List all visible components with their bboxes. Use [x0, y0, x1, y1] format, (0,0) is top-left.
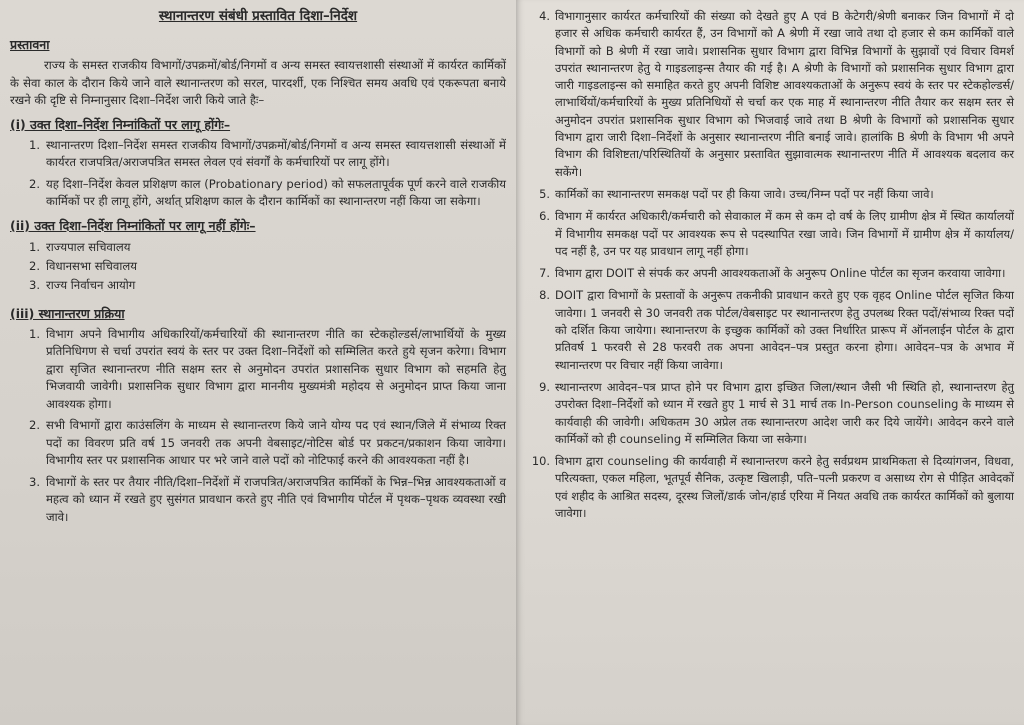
item-number: 1.: [28, 326, 40, 341]
list-item: [526, 265, 1014, 282]
item-text: विभागों के स्तर पर तैयार नीति/दिशा–निर्देशों में राजपत्रित/अराजपत्रित कार्मिकों के भिन्न–भिन्न आवश्यकताओं व महत्व को ध्यान में रखते हुए सुसंगत प्रावधान करते हुए नीति एवं विभागीय पोर्टल में पृथक–पृथक व्यवस्था रखी जावे।: [46, 474, 506, 524]
item-text: राज्य निर्वाचन आयोग: [46, 277, 136, 292]
list-item: [526, 453, 1014, 522]
document-title: स्थानान्तरण संबंधी प्रस्तावित दिशा–निर्देश: [158, 8, 358, 24]
list-item: [10, 276, 506, 295]
item-text: DOIT द्वारा विभागों के प्रस्तावों के अनुरूप तकनीकी प्रावधान करते हुए एक वृहद Online पोर्टल सृजित किया जावेगा। 1 जनवरी से 30 जनवरी तक पोर्टल/वेबसाइट पर स्थानान्तरण हेतु उपलब्ध रिक्त पदों/संभाव्य रिक्त पदों को दर्शित किया जायेगा। स्थानान्तरण के इच्छुक कार्मिकों को उक्त निर्धारित प्रारूप में ऑनलाईन पोर्टल के द्वारा प्रतिवर्ष 1 फरवरी से 28 फरवरी तक अपना आवेदन–पत्र प्रस्तुत करना होगा। आवेदन–पत्र के अभाव में स्थानान्तरण पर विचार नहीं किया जावेगा।: [555, 288, 1014, 372]
item-text: विभाग द्वारा DOIT से संपर्क कर अपनी आवश्यकताओं के अनुरूप Online पोर्टल का सृजन करवाया जावेगा।: [555, 266, 1006, 281]
list-item: [10, 326, 506, 414]
item-number: 3.: [28, 277, 40, 292]
section-2-list: [10, 238, 506, 295]
item-number: 2.: [28, 176, 40, 191]
preamble-heading: प्रस्तावना: [10, 37, 50, 52]
section-3-list: [10, 326, 506, 527]
list-item: [10, 176, 506, 211]
item-number: 2.: [28, 258, 40, 273]
item-number: 8.: [539, 288, 550, 303]
item-text: यह दिशा–निर्देश केवल प्रशिक्षण काल (Probationary period) को सफलतापूर्वक पूर्ण करने वाले राजकीय कार्मिकों पर ही लागू होंगे, अर्थात् प्रशिक्षण काल के दौरान कार्मिकों का स्थानान्तरण नहीं किया जा सकेगा।: [46, 176, 506, 208]
right-page: [516, 0, 1024, 725]
list-item: [10, 257, 506, 276]
item-text: विधानसभा सचिवालय: [46, 258, 137, 273]
item-number: 3.: [28, 474, 40, 489]
item-number: 6.: [539, 209, 550, 224]
section-2-heading: (ii) उक्त दिशा–निर्देश निम्नांकितों पर लागू नहीं होंगेः–: [10, 217, 256, 233]
list-item: [10, 474, 506, 527]
item-text: विभागानुसार कार्यरत कर्मचारियों की संख्या को देखते हुए A एवं B केटेगरी/श्रेणी बनाकर जिन विभागों में दो हजार से अधिक कर्मचारी कार्यरत हैं, उन विभागों को A श्रेणी में रखा जावे तथा दो हजार से कम कार्मिकों वाले विभागों को B श्रेणी में रखा जावे। प्रशासनिक सुधार विभाग द्वारा विभिन्न विभागों के सुझावों एवं विचार विमर्श उपरांत स्थानान्तरण हेतु ये गाइडलाइन्स तैयार की गई है। A श्रेणी के विभागों को प्रशासनिक सुधार विभाग द्वारा जारी गाइडलाइन्स को समाहित करते हुए अपनी विशिष्ट आवश्यकताओं के अनुरूप स्वयं के स्तर पर स्टेकहोल्डर्स/लाभार्थियों/कर्मचारियों के मुख्य प्रतिनिधियों से चर्चा कर एक माह में स्थानान्तरण नीति तैयार कर सक्षम स्तर से अनुमोदन उपरांत प्रशासनिक सुधार विभाग को भिजवाई जावे तथा B श्रेणी के विभागों को प्रशासनिक सुधार विभाग द्वारा जारी दिशा–निर्देशों के अनुसार स्थानान्तरण नीति बनाई जावे। हालांकि B श्रेणी के विभाग भी अपने विभाग की विशिष्टता/परिस्थितियों के अनुसार प्रस्तावित सुझावात्मक स्थानान्तरण नीति में आवश्यक बदलाव कर सकेंगे।: [555, 9, 1014, 179]
item-number: 5.: [539, 186, 550, 201]
item-number: 7.: [539, 266, 550, 281]
item-text: विभाग में कार्यरत अधिकारी/कर्मचारी को सेवाकाल में कम से कम दो वर्ष के लिए ग्रामीण क्षेत्र में स्थित कार्यालयों में विभागीय समकक्ष पदों पर आवश्यक रूप से पदस्थापित रखा जावे। जिन विभागों में ग्रामीण क्षेत्र में कार्यालय/पद नहीं है, उन पर यह प्रावधान लागू नहीं होगा।: [555, 209, 1014, 258]
list-item: [10, 137, 506, 172]
section-3-heading: (iii) स्थानान्तरण प्रक्रिया: [10, 305, 125, 321]
item-text: विभाग अपने विभागीय अधिकारियों/कर्मचारियों की स्थानान्तरण नीति का स्टेकहोल्डर्स/लाभार्थियों के मुख्य प्रतिनिधिगण से चर्चा उपरांत स्वयं के स्तर पर उक्त दिशा–निर्देशों को सम्मिलित करते हुये सृजन करेगा। विभाग द्वारा सृजित स्थानान्तरण नीति सक्षम स्तर से अनुमोदन उपरांत प्रशासनिक सुधार विभाग को सहमति हेतु भिजवायी जावेगी। प्रशासनिक सुधार विभाग द्वारा माननीय मुख्यमंत्री महोदय से अनुमोदन प्राप्त किया जाना आवश्यक होगा।: [46, 326, 506, 411]
list-item: [526, 8, 1014, 181]
list-item: [526, 186, 1014, 203]
continued-list: [526, 8, 1014, 522]
list-item: [526, 379, 1014, 448]
list-item: [526, 287, 1014, 373]
item-text: सभी विभागों द्वारा काउंसलिंग के माध्यम से स्थानान्तरण किये जाने योग्य पद एवं स्थान/जिले में संभाव्य रिक्त पदों का विवरण प्रति वर्ष 15 जनवरी तक अपनी वेबसाइट/नोटिस बोर्ड पर प्रकटन/प्रकाशन किया जावेगा। विभागीय स्तर पर प्रशासनिक आधार पर भरे जाने वाले पदों को नोटिफाई करने की आवश्यकता नहीं है।: [46, 418, 506, 467]
item-number: 10.: [531, 454, 550, 469]
item-number: 1.: [28, 239, 40, 254]
list-item: [526, 208, 1014, 260]
item-number: 4.: [539, 9, 550, 23]
item-text: राज्यपाल सचिवालय: [46, 239, 131, 254]
item-text: स्थानान्तरण दिशा–निर्देश समस्त राजकीय विभागों/उपक्रमों/बोर्ड/निगमों व अन्य समस्त स्वायत्तशासी संस्थाओं में कार्यरत राजपत्रित/अराजपत्रित समस्त लेवल एवं संवर्गों के कर्मचारियों पर लागू होंगे।: [46, 137, 506, 169]
item-text: कार्मिकों का स्थानान्तरण समकक्ष पदों पर ही किया जावे। उच्च/निम्न पदों पर नहीं किया जावे।: [555, 186, 934, 201]
item-text: विभाग द्वारा counseling की कार्यवाही में स्थानान्तरण करने हेतु सर्वप्रथम प्राथमिकता से दिव्यांगजन, विधवा, परित्यक्ता, एकल महिला, भूतपूर्व सैनिक, उत्कृष्ट खिलाड़ी, पति–पत्नी प्रकरण व असाध्य रोग से पीड़ित आवेदकों एवं शहीद के आश्रित सदस्य, दूरस्थ जिलों/डार्क जोन/हार्ड एरिया में नियत अवधि तक कार्यरत कार्मिकों को बुलाया जावेगा।: [555, 454, 1014, 521]
item-number: 1.: [28, 137, 40, 152]
section-1-heading: (i) उक्त दिशा–निर्देश निम्नांकितों पर लागू होंगेः–: [10, 116, 231, 132]
list-item: [10, 238, 506, 257]
item-text: स्थानान्तरण आवेदन–पत्र प्राप्त होने पर विभाग द्वारा इच्छित जिला/स्थान जैसी भी स्थिति हो, स्थानान्तरण हेतु उपरोक्त दिशा–निर्देशों को ध्यान में रखते हुए 1 मार्च से 31 मार्च तक In-Person counseling के माध्यम से कार्यवाही की जावेगी। अधिकतम 30 अप्रेल तक स्थानान्तरण आदेश जारी कर दिये जायेंगे। आवेदन करने वाले कार्मिकों को ही counseling में सम्मिलित किया जा सकेगा।: [555, 379, 1014, 446]
item-number: 2.: [28, 418, 40, 432]
preamble-text: राज्य के समस्त राजकीय विभागों/उपक्रमों/बोर्ड/निगमों व अन्य समस्त स्वायत्तशासी संस्थाओं में कार्यरत कार्मिकों के सेवा काल के दौरान किये जाने वाले स्थानान्तरण को सरल, पारदर्शी, एक निश्चित समय अवधि एवं एकरूपता बनाये रखने की दृष्टि से निम्नानुसार दिशा–निर्देश जारी किये जाते हैः–: [10, 58, 506, 107]
section-1-list: [10, 137, 506, 211]
item-number: 9.: [539, 379, 550, 394]
list-item: [10, 417, 506, 470]
